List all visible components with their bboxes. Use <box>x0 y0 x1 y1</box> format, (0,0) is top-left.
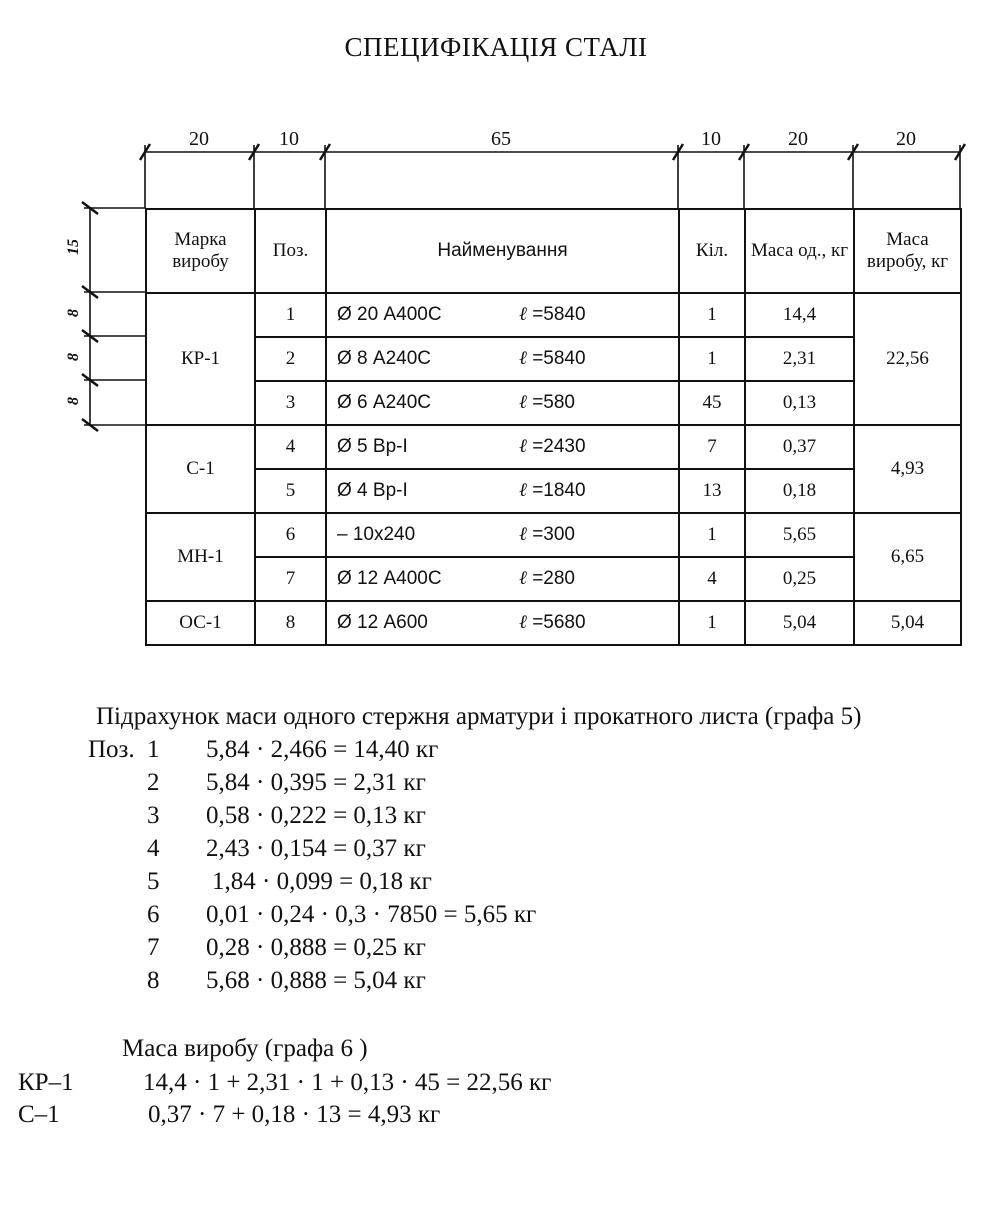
table-row <box>146 337 961 381</box>
qty-cell: 1 <box>679 293 745 337</box>
col-width-3: 65 <box>491 128 511 150</box>
row-height-1: 8 <box>65 309 82 317</box>
calc-row-expr: 1,84 · 0,099 = 0,18 кг <box>212 868 432 895</box>
calc-row-expr: 0,28 · 0,888 = 0,25 кг <box>206 934 426 961</box>
length-text: ℓ =5680 <box>519 612 586 633</box>
length-text: ℓ =300 <box>519 524 575 545</box>
name-text: Ø 5 Вр-І <box>337 436 408 457</box>
calc-row-num: 7 <box>147 934 160 961</box>
pos-cell: 6 <box>255 513 326 557</box>
calc-row-num: 2 <box>147 769 160 796</box>
pos-cell: 8 <box>255 601 326 645</box>
header-qty: Кіл. <box>679 209 745 293</box>
col-width-1: 20 <box>189 128 209 150</box>
name-cell <box>326 601 679 645</box>
name-text: Ø 12 А400С <box>337 568 442 589</box>
length-text: ℓ =1840 <box>519 480 586 501</box>
name-text: Ø 12 А600 <box>337 612 428 633</box>
unit-mass-cell: 0,18 <box>745 469 854 513</box>
calc-row-num: 8 <box>147 967 160 994</box>
qty-cell: 1 <box>679 513 745 557</box>
pos-cell: 2 <box>255 337 326 381</box>
name-cell <box>326 293 679 337</box>
unit-mass-cell: 0,13 <box>745 381 854 425</box>
name-text: Ø 6 А240С <box>337 392 431 413</box>
mark-cell: МН-1 <box>146 513 255 601</box>
length-text: ℓ =580 <box>519 392 575 413</box>
calc-row-expr: 5,68 · 0,888 = 5,04 кг <box>206 967 426 994</box>
col-width-2: 10 <box>279 128 299 150</box>
calc-row-expr: 5,84 · 2,466 = 14,40 кг <box>206 736 439 763</box>
product-mass-cell: 5,04 <box>854 601 961 645</box>
qty-cell: 7 <box>679 425 745 469</box>
table-row <box>146 469 961 513</box>
pos-cell: 1 <box>255 293 326 337</box>
calc-row-expr: 2,43 · 0,154 = 0,37 кг <box>206 835 426 862</box>
name-cell <box>326 337 679 381</box>
unit-mass-cell: 0,37 <box>745 425 854 469</box>
qty-cell: 4 <box>679 557 745 601</box>
name-text: – 10х240 <box>337 524 416 545</box>
unit-mass-cell: 5,65 <box>745 513 854 557</box>
mark-cell: ОС-1 <box>146 601 255 645</box>
table-row <box>146 425 961 469</box>
header-pos: Поз. <box>255 209 326 293</box>
calc-row-expr: 5,84 · 0,395 = 2,31 кг <box>206 769 426 796</box>
pos-cell: 7 <box>255 557 326 601</box>
length-text: ℓ =5840 <box>519 304 586 325</box>
row-height-3: 8 <box>65 397 82 405</box>
header-mark: Марка виробу <box>146 209 255 293</box>
mass-row-expr: 0,37 · 7 + 0,18 · 13 = 4,93 кг <box>148 1101 441 1128</box>
length-text: ℓ =5840 <box>519 348 586 369</box>
header-product-mass: Маса виробу, кг <box>854 209 961 293</box>
pos-cell: 4 <box>255 425 326 469</box>
product-mass-cell: 6,65 <box>854 513 961 601</box>
qty-cell: 1 <box>679 601 745 645</box>
name-cell <box>326 557 679 601</box>
name-text: Ø 20 А400С <box>337 304 442 325</box>
row-height-2: 8 <box>65 353 82 361</box>
calc-row-num: 6 <box>147 901 160 928</box>
name-text: Ø 8 А240С <box>337 348 431 369</box>
product-mass-cell: 22,56 <box>854 293 961 425</box>
qty-cell: 13 <box>679 469 745 513</box>
unit-mass-cell: 2,31 <box>745 337 854 381</box>
length-text: ℓ =280 <box>519 568 575 589</box>
unit-mass-cell: 0,25 <box>745 557 854 601</box>
document-title: СПЕЦИФІКАЦІЯ СТАЛІ <box>344 32 648 62</box>
qty-cell: 45 <box>679 381 745 425</box>
mass-row-label: КР–1 <box>18 1069 74 1096</box>
col-width-6: 20 <box>896 128 916 150</box>
name-cell <box>326 425 679 469</box>
name-cell <box>326 381 679 425</box>
pos-cell: 5 <box>255 469 326 513</box>
mass-section-title: Маса виробу (графа 6 ) <box>122 1035 368 1062</box>
name-cell <box>326 469 679 513</box>
calc-row-num: 5 <box>147 868 160 895</box>
col-width-4: 10 <box>701 128 721 150</box>
calc-row-expr: 0,01 · 0,24 · 0,3 · 7850 = 5,65 кг <box>206 901 537 928</box>
table-row <box>146 601 961 645</box>
calc-prefix: Поз. <box>88 736 135 763</box>
unit-mass-cell: 14,4 <box>745 293 854 337</box>
mark-cell: С-1 <box>146 425 255 513</box>
calc-section-title: Підрахунок маси одного стержня арматури і прокатного листа (графа 5) <box>96 703 862 730</box>
col-width-5: 20 <box>788 128 808 150</box>
table-row <box>146 513 961 557</box>
pos-cell: 3 <box>255 381 326 425</box>
table-row <box>146 293 961 337</box>
qty-cell: 1 <box>679 337 745 381</box>
row-height-header: 15 <box>65 239 82 255</box>
header-name: Найменування <box>326 209 679 293</box>
calc-row-num: 1 <box>147 736 160 763</box>
header-unit-mass: Маса од., кг <box>745 209 854 293</box>
length-text: ℓ =2430 <box>519 436 586 457</box>
mass-row-expr: 14,4 · 1 + 2,31 · 1 + 0,13 · 45 = 22,56 кг <box>143 1069 552 1096</box>
table-row <box>146 557 961 601</box>
calc-row-num: 4 <box>147 835 160 862</box>
steel-specification-table <box>145 208 962 646</box>
mark-cell: КР-1 <box>146 293 255 425</box>
name-cell <box>326 513 679 557</box>
table-header-row <box>146 209 961 293</box>
product-mass-cell: 4,93 <box>854 425 961 513</box>
calc-row-num: 3 <box>147 802 160 829</box>
mass-row-label: С–1 <box>18 1101 60 1128</box>
unit-mass-cell: 5,04 <box>745 601 854 645</box>
name-text: Ø 4 Вр-І <box>337 480 408 501</box>
calc-row-expr: 0,58 · 0,222 = 0,13 кг <box>206 802 426 829</box>
table-row <box>146 381 961 425</box>
